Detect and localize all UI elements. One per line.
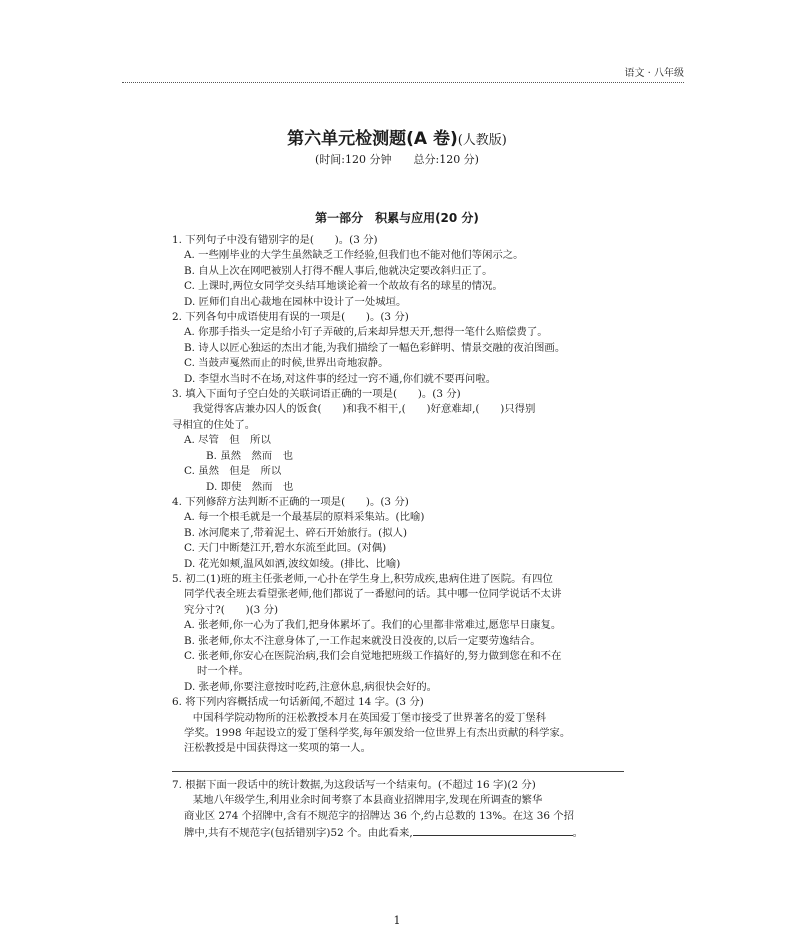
question-2-stem: 2. 下列各句中成语使用有误的一项是( )。(3 分)	[172, 311, 409, 324]
question-7-stem: 7. 根据下面一段话中的统计数据,为这段话写一个结束句。(不超过 16 字)(2 分)	[172, 778, 536, 791]
question-5-option-c-line-2: 时一个样。	[197, 665, 249, 678]
exam-time-and-score: (时间:120 分钟 总分:120 分)	[315, 153, 479, 166]
question-1-option-c: C. 上课时,两位女同学交头结耳地谈论着一个故故有名的球星的情况。	[184, 280, 503, 293]
question-7-passage-line-1: 某地八年级学生,利用业余时间考察了本县商业招牌用字,发现在所调查的繁华	[192, 794, 543, 807]
question-4-option-c: C. 天门中断楚江开,碧水东流至此回。(对偶)	[184, 542, 387, 555]
question-6-passage-line-1: 中国科学院动物所的汪松教授本月在英国爱丁堡市接受了世界著名的爱丁堡科	[192, 711, 547, 724]
question-6-passage-line-3: 汪松教授是中国获得这一奖项的第一人。	[184, 742, 372, 755]
question-6-passage-line-2: 学奖。1998 年起设立的爱丁堡科学奖,每年颁发给一位世界上有杰出贡献的科学家。	[184, 727, 571, 739]
question-7-passage-text: 牌中,共有不规范字(包括错别字)52 个。由此看来,	[184, 827, 413, 840]
page-title	[0, 124, 794, 149]
question-7-period: 。	[572, 827, 584, 840]
question-1-option-a: A. 一些刚毕业的大学生虽然缺乏工作经验,但我们也不能对他们等闲示之。	[184, 249, 524, 262]
questions-body	[172, 233, 624, 841]
question-3-stem: 3. 填入下面句子空白处的关联词语正确的一项是( )。(3 分)	[172, 388, 461, 401]
section-heading: 第一部分 积累与应用(20 分)	[315, 211, 479, 225]
question-6-answer-line[interactable]	[172, 771, 624, 772]
question-7-passage-line-3	[172, 824, 624, 841]
header-subject-label: 语文 · 八年级	[624, 68, 684, 79]
title-main: 第六单元检测题(A 卷)	[287, 129, 458, 149]
question-5-stem-line-2: 同学代表全班去看望张老师,他们都说了一番慰问的话。其中哪一位同学说话不太讲	[184, 588, 562, 601]
header-dotted-divider	[122, 82, 684, 83]
question-1-option-d: D. 匠师们自出心裁地在园林中设计了一处城垣。	[184, 295, 407, 308]
question-4-option-a: A. 每一个根毛就是一个最基层的原料采集站。(比喻)	[184, 511, 425, 524]
question-2-option-c: C. 当鼓声戛然而止的时候,世界出奇地寂静。	[184, 357, 389, 370]
question-5-option-a: A. 张老师,你一心为了我们,把身体累坏了。我们的心里都非常难过,愿您早日康复。	[184, 619, 562, 632]
question-1-option-b: B. 自从上次在网吧被别人打得不醒人事后,他就决定要改斜归正了。	[184, 264, 493, 277]
question-5-stem-line-1: 5. 初二(1)班的班主任张老师,一心扑在学生身上,积劳成疾,患病住进了医院。有四位	[172, 572, 553, 585]
page-number: 1	[393, 914, 401, 927]
question-5-stem-line-3: 究分寸?( )(3 分)	[184, 603, 279, 616]
question-3-option-d: D. 即使 然而 也	[206, 480, 294, 493]
question-6-stem: 6. 将下列内容概括成一句话新闻,不超过 14 字。(3 分)	[172, 696, 424, 709]
question-4-option-b: B. 冰河爬来了,带着泥土、碎石开始旅行。(拟人)	[184, 526, 408, 539]
question-7-answer-blank[interactable]	[413, 824, 573, 836]
question-4-stem: 4. 下列修辞方法判断不正确的一项是( )。(3 分)	[172, 495, 409, 508]
question-5-option-d: D. 张老师,你要注意按时吃药,注意休息,病很快会好的。	[184, 680, 438, 693]
question-3-option-c: C. 虽然 但是 所以	[184, 465, 282, 478]
question-2-option-b: B. 诗人以匠心独运的杰出才能,为我们描绘了一幅色彩鲜明、情景交融的夜泊图画。	[184, 341, 566, 354]
question-2-option-d: D. 李望水当时不在场,对这件事的经过一窍不通,你们就不要再问啦。	[184, 372, 497, 385]
question-3-passage-line-1: 我觉得客店兼办囚人的饭食( )和我不相干,( )好意难却,( )只得别	[192, 403, 536, 416]
question-4-option-d: D. 花光如颊,温风如酒,波纹如绫。(排比、比喻)	[184, 557, 401, 570]
question-7-passage-line-2: 商业区 274 个招牌中,含有不规范字的招牌达 36 个,约占总数的 13%。在这 36 个招	[184, 809, 575, 822]
question-5-option-b: B. 张老师,你太不注意身体了,一工作起来就没日没夜的,以后一定要劳逸结合。	[184, 634, 541, 647]
question-1-stem: 1. 下列句子中没有错别字的是( )。(3 分)	[172, 234, 378, 246]
question-3-option-b: B. 虽然 然而 也	[206, 449, 293, 462]
question-3-option-a: A. 尽管 但 所以	[184, 434, 271, 447]
title-edition: (人教版)	[457, 133, 507, 148]
question-2-option-a: A. 你那手指头一定是给小钉子弄破的,后来却异想天开,想得一笔什么赔偿费了。	[184, 326, 548, 339]
question-3-passage-line-2: 寻相宜的住处了。	[172, 418, 256, 431]
question-5-option-c-line-1: C. 张老师,你安心在医院治病,我们会自觉地把班级工作搞好的,努力做到您在和不在	[184, 649, 562, 662]
